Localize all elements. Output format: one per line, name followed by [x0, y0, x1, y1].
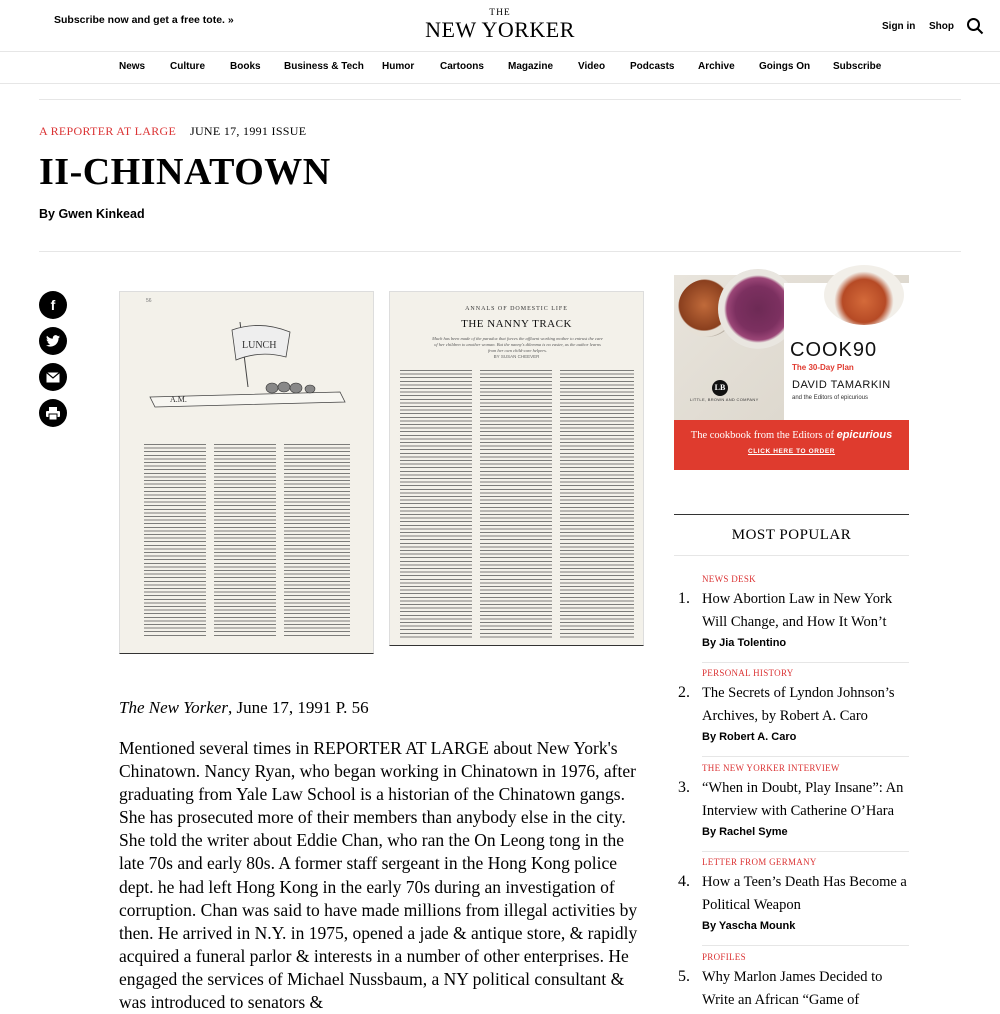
- ad-banner-text: [674, 429, 909, 441]
- popular-rank: 3.: [678, 779, 690, 796]
- divider: [39, 251, 961, 252]
- popular-headline[interactable]: “When in Doubt, Play Insane”: An Interview with Catherine O’Hara: [702, 780, 904, 819]
- divider: [702, 945, 909, 946]
- scan-text-column: [284, 444, 350, 636]
- publisher-name: LITTLE, BROWN AND COMPANY: [690, 397, 759, 402]
- shop-link[interactable]: Shop: [929, 21, 954, 32]
- site-logo[interactable]: [0, 8, 1000, 42]
- popular-headline[interactable]: How Abortion Law in New York Will Change, and How It Won’t: [702, 591, 893, 630]
- nav-magazine[interactable]: Magazine: [508, 61, 554, 72]
- ad-banner-brand: epicurious: [836, 429, 893, 441]
- nav-goings-on[interactable]: Goings On: [759, 61, 811, 72]
- caption-date: , June 17, 1991 P. 56: [227, 698, 369, 717]
- scan-dek: Much has been made of the paradox that forces the affluent working mother to entrust the care of her children to another woman. But the nanny's dilemma is no easier, as the author learns from her own child-care helpers.: [432, 336, 603, 353]
- popular-headline[interactable]: How a Teen’s Death Has Become a Political Weapon: [702, 874, 907, 913]
- cartoon-flag-text: LUNCH: [242, 340, 277, 351]
- article-body: Mentioned several times in REPORTER AT LARGE about New York's Chinatown. Nancy Ryan, who began working in Chinatown in 1976, after graduating from Yale Law School is a historian of the Chinatown gangs. She has prosecuted more of their members than anybody else in the city. She told the writer about Eddie Chan, who ran the On Leong tong in the late 70s and early 80s. A former staff sergeant in the Hong Kong police dept. he had left Hong Kong in the early 70s during an investigation of corruption. Chan was said to have made millions from illegal activities by then. He arrived in N.Y. in 1975, opened a jade & antique store, & rapidly acquired a funeral parlor & interests in a number of other enterprises. He engaged the services of Michael Nussbaum, a NY political consultant & was introduced to senators &: [119, 738, 638, 1013]
- caption-publication: The New Yorker: [119, 698, 228, 717]
- divider: [702, 662, 909, 663]
- popular-rank: 1.: [678, 590, 690, 607]
- popular-headline[interactable]: The Secrets of Lyndon Johnson’s Archives, by Robert A. Caro: [702, 685, 895, 724]
- scan-text-column: [400, 370, 472, 638]
- article-issue[interactable]: JUNE 17, 1991 ISSUE: [190, 124, 307, 138]
- main-nav: [0, 52, 1000, 84]
- divider: [674, 555, 909, 556]
- scan-page-number: 56: [146, 298, 152, 304]
- magazine-scan-left[interactable]: [119, 291, 374, 654]
- ad-food-plate: [824, 265, 904, 325]
- facebook-icon[interactable]: f: [39, 291, 67, 319]
- cookbook-ad[interactable]: [674, 275, 909, 470]
- article-headline: II-CHINATOWN: [39, 151, 331, 193]
- popular-byline[interactable]: By Jia Tolentino: [702, 637, 787, 649]
- article-byline[interactable]: By Gwen Kinkead: [39, 207, 145, 221]
- cartoon-illustration: [140, 302, 360, 422]
- email-icon[interactable]: [39, 363, 67, 391]
- divider: [702, 851, 909, 852]
- nav-business-tech[interactable]: Business & Tech: [284, 61, 364, 72]
- scan-text-column: [144, 444, 206, 636]
- scan-text-column: [480, 370, 552, 638]
- publisher-logo-mark: LB: [712, 380, 728, 396]
- search-icon[interactable]: [966, 17, 984, 35]
- logo-name: NEW YORKER: [425, 17, 575, 42]
- popular-rubric[interactable]: LETTER FROM GERMANY: [702, 857, 817, 867]
- nav-archive[interactable]: Archive: [698, 61, 735, 72]
- ad-banner-pre: The cookbook from the Editors of: [690, 430, 837, 441]
- magazine-scan-right[interactable]: [389, 291, 644, 646]
- popular-rubric[interactable]: THE NEW YORKER INTERVIEW: [702, 763, 840, 773]
- ad-book-subtitle: The 30-Day Plan: [792, 363, 854, 372]
- scan-author: BY SUSAN CHEEVER: [493, 354, 540, 359]
- divider: [39, 99, 961, 100]
- popular-rubric[interactable]: NEWS DESK: [702, 574, 756, 584]
- scan-text-column: [214, 444, 276, 636]
- popular-rubric[interactable]: PROFILES: [702, 952, 746, 962]
- nav-cartoons[interactable]: Cartoons: [440, 61, 484, 72]
- logo-the: THE: [489, 8, 511, 18]
- popular-byline[interactable]: By Rachel Syme: [702, 826, 788, 838]
- twitter-icon[interactable]: [39, 327, 67, 355]
- subscribe-promo-link[interactable]: Subscribe now and get a free tote. »: [54, 14, 234, 26]
- popular-rubric[interactable]: PERSONAL HISTORY: [702, 668, 794, 678]
- article-rubric[interactable]: A REPORTER AT LARGE: [39, 124, 177, 138]
- nav-podcasts[interactable]: Podcasts: [630, 61, 675, 72]
- scan-kicker: ANNALS OF DOMESTIC LIFE: [465, 306, 568, 312]
- popular-byline[interactable]: By Yascha Mounk: [702, 920, 796, 932]
- nav-books[interactable]: Books: [230, 61, 261, 72]
- ad-book-editors: and the Editors of epicurious: [792, 395, 869, 401]
- divider: [674, 514, 909, 515]
- nav-subscribe[interactable]: Subscribe: [833, 61, 882, 72]
- sign-in-link[interactable]: Sign in: [882, 21, 916, 32]
- nav-news[interactable]: News: [119, 61, 146, 72]
- most-popular-title: MOST POPULAR: [731, 527, 852, 543]
- ad-book-author: DAVID TAMARKIN: [792, 379, 891, 391]
- ad-cta-link[interactable]: CLICK HERE TO ORDER: [747, 448, 836, 455]
- nav-video[interactable]: Video: [578, 61, 606, 72]
- nav-culture[interactable]: Culture: [170, 61, 205, 72]
- scan-caption: [119, 698, 369, 718]
- publisher-logo: [702, 377, 738, 396]
- divider: [702, 756, 909, 757]
- print-icon[interactable]: [39, 399, 67, 427]
- ad-book-title: COOK90: [790, 339, 878, 361]
- popular-rank: 5.: [678, 968, 690, 985]
- site-header: [0, 0, 1000, 52]
- scan-title: THE NANNY TRACK: [461, 318, 572, 330]
- popular-rank: 4.: [678, 873, 690, 890]
- cartoon-bar-text: A.M.: [170, 395, 187, 404]
- nav-humor[interactable]: Humor: [382, 61, 415, 72]
- popular-rank: 2.: [678, 684, 690, 701]
- scan-text-column: [560, 370, 634, 638]
- popular-headline[interactable]: Why Marlon James Decided to Write an African “Game of: [702, 969, 883, 1008]
- ad-banner[interactable]: [674, 420, 909, 470]
- popular-byline[interactable]: By Robert A. Caro: [702, 731, 797, 743]
